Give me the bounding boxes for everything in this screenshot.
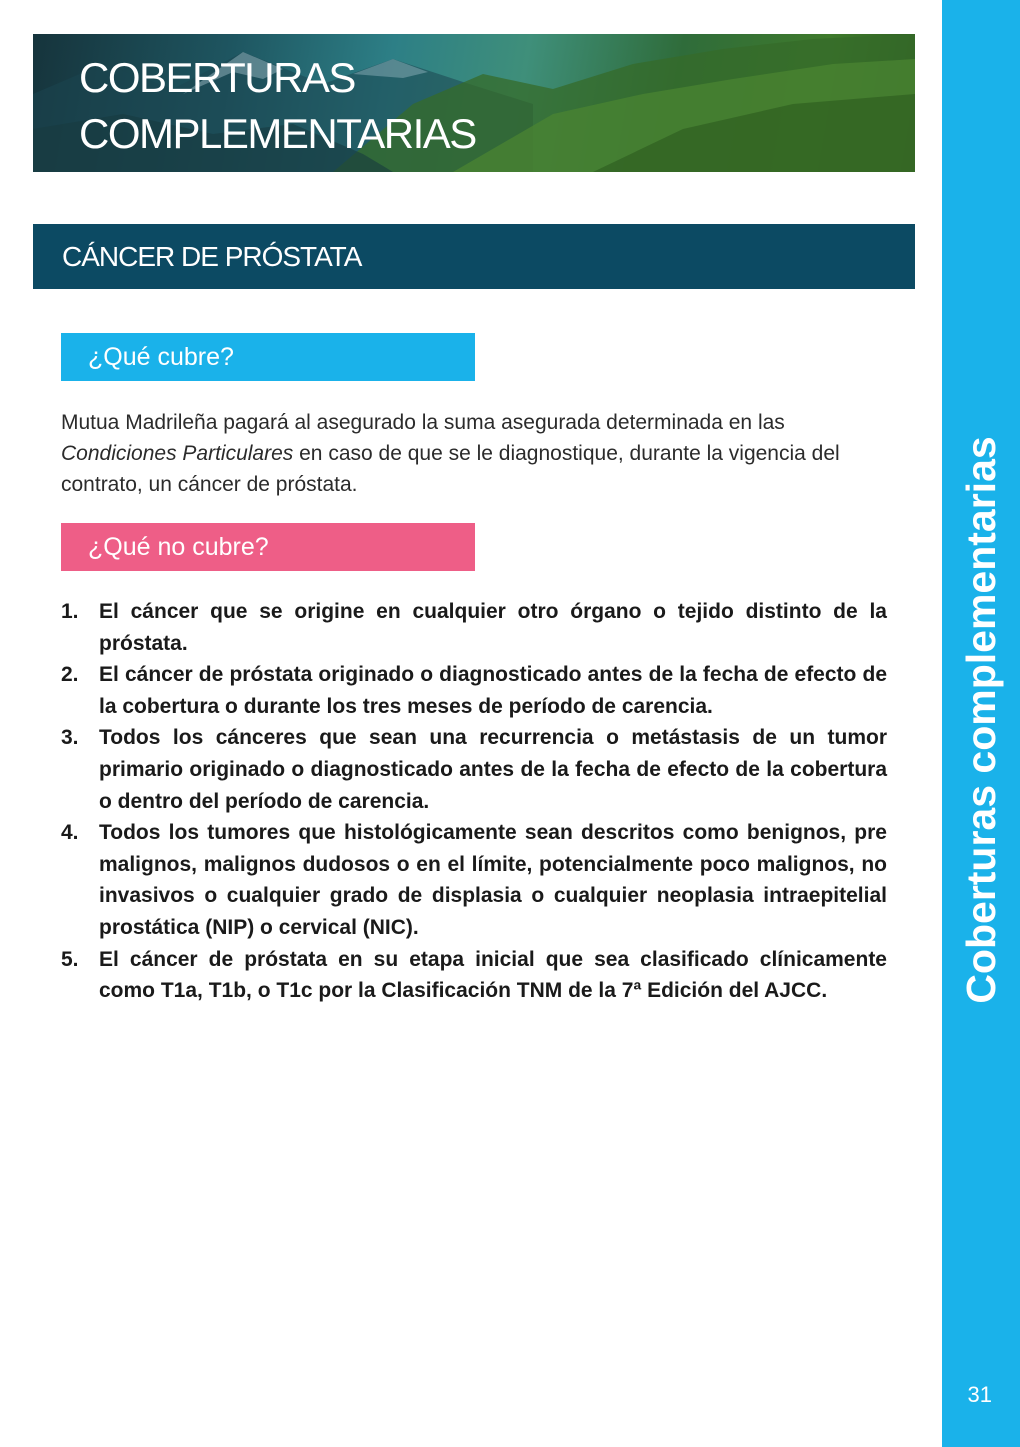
page-title-line2: COMPLEMENTARIAS bbox=[79, 110, 476, 157]
covers-paragraph bbox=[61, 407, 881, 500]
page-title-line1: COBERTURAS bbox=[79, 54, 355, 101]
section-title: CÁNCER DE PRÓSTATA bbox=[62, 241, 362, 272]
list-item-number: 1. bbox=[61, 600, 79, 623]
list-item-text: Todos los cánceres que sean una recurrencia o metástasis de un tumor primario originado o diagnosticado antes de la fecha de efecto de la cobertura o dentro del período de carencia. bbox=[99, 726, 887, 813]
list-item bbox=[61, 722, 887, 817]
list-item-text: Todos los tumores que histológicamente sean descritos como benignos, pre malignos, malignos dudosos o en el límite, potencialmente poco malignos, no invasivos o cualquier grado de displasia o cualquier neoplasia intraepitelial prostática (NIP) o cervical (NIC). bbox=[99, 821, 887, 939]
list-item-text: El cáncer de próstata originado o diagnosticado antes de la fecha de efecto de la cobertura o durante los tres meses de período de carencia. bbox=[99, 663, 887, 718]
not-covered-heading: ¿Qué no cubre? bbox=[88, 533, 269, 561]
not-covered-heading-pill bbox=[61, 523, 475, 571]
list-item bbox=[61, 944, 887, 1007]
page-number: 31 bbox=[967, 1382, 992, 1407]
covers-text-after: en caso de que se le diagnostique, durante la vigencia del contrato, un cáncer de próstata. bbox=[61, 442, 840, 496]
list-item-number: 3. bbox=[61, 726, 79, 750]
covers-heading-pill bbox=[61, 333, 475, 381]
list-item-text: El cáncer de próstata en su etapa inicial que sea clasificado clínicamente como T1a, T1b, o T1c por la Clasificación TNM de la 7ª Edición del AJCC. bbox=[99, 947, 887, 1003]
covers-text-before: Mutua Madrileña pagará al asegurado la suma asegurada determinada en las bbox=[61, 411, 785, 434]
exclusions-list bbox=[61, 596, 887, 1007]
list-item bbox=[61, 659, 887, 722]
list-item-text: El cáncer que se origine en cualquier otro órgano o tejido distinto de la próstata. bbox=[99, 600, 887, 655]
section-bar bbox=[33, 224, 915, 289]
list-item-number: 2. bbox=[61, 663, 79, 687]
side-tab bbox=[942, 0, 1020, 1447]
list-item-number: 4. bbox=[61, 821, 79, 845]
list-item-number: 5. bbox=[61, 947, 79, 971]
covers-heading: ¿Qué cubre? bbox=[88, 343, 234, 371]
page-title bbox=[79, 50, 476, 162]
list-item bbox=[61, 596, 887, 659]
covers-text-italic: Condiciones Particulares bbox=[61, 442, 294, 465]
side-tab-label: Coberturas complementarias bbox=[958, 436, 1004, 1004]
header-banner bbox=[33, 34, 915, 172]
list-item bbox=[61, 817, 887, 943]
